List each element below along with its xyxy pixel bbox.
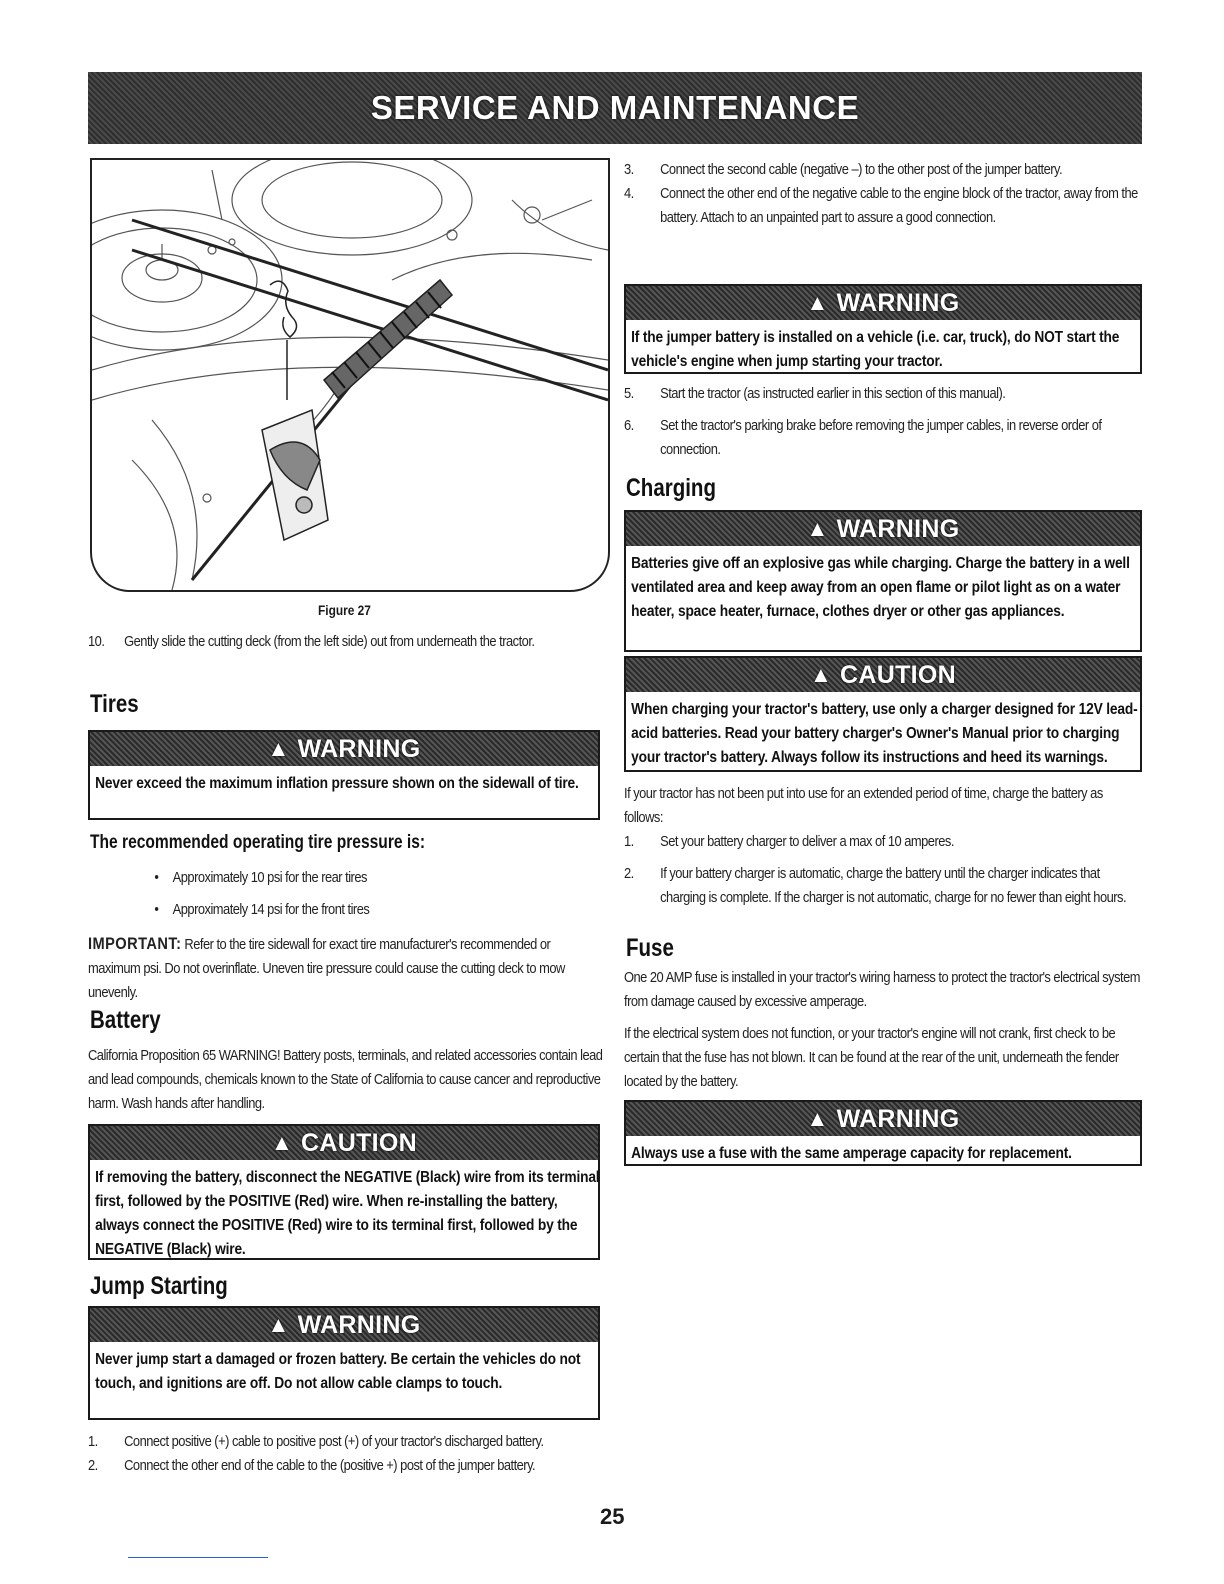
caution-text: When charging your tractor's battery, use only a charger designed for 12V lead-acid batteries. Read your battery charger's Owner's Manual prior to charging your tractor's battery. Always follow its instructions and heed its warnings. — [631, 701, 1138, 766]
important-text: Refer to the tire sidewall for exact tire manufacturer's recommended or maximum psi. Do not overinflate. Uneven tire pressure could cause the cutting deck to mow unevenly. — [88, 936, 565, 1001]
footer-link-underline — [128, 1557, 268, 1558]
charging-steps — [624, 830, 1224, 910]
fuse-heading: Fuse — [626, 934, 674, 962]
list-item: 4. Connect the other end of the negative cable to the engine block of the tractor, away from the battery. Attach to an unpainted part to assure a good connection. — [624, 185, 1138, 226]
warning-header — [626, 286, 1140, 320]
section-title: SERVICE AND MAINTENANCE — [370, 89, 860, 126]
warning-title: WARNING — [836, 1104, 960, 1133]
warning-triangle-icon: ▲ — [270, 1130, 294, 1155]
battery-heading: Battery — [90, 1006, 161, 1034]
jump-steps-1-2 — [88, 1430, 728, 1478]
list-item: • Approximately 14 psi for the front tires — [154, 901, 370, 918]
figure-27-illustration — [90, 158, 610, 592]
caution-text: If removing the battery, disconnect the NEGATIVE (Black) wire from its terminal first, followed by the POSITIVE (Red) wire. When re-installing the battery, always connect the POSITIVE (Red) wire to its terminal first, followed by the NEGATIVE (Black) wire. — [95, 1169, 600, 1258]
warning-triangle-icon: ▲ — [267, 736, 290, 761]
caution-header — [90, 1126, 598, 1160]
warning-title: WARNING — [836, 288, 960, 317]
charging-warning-box — [624, 510, 1142, 652]
important-note — [88, 932, 608, 1005]
fuse-text-1: One 20 AMP fuse is installed in your tractor's wiring harness to protect the tractor's electrical system from damage caused by excessive amperage. — [624, 969, 1140, 1010]
jump-steps-5-6 — [624, 382, 1224, 462]
warning-triangle-icon: ▲ — [806, 290, 829, 315]
warning-title: WARNING — [297, 1310, 421, 1339]
jump-steps-3-4 — [624, 158, 1224, 230]
caution-title: CAUTION — [301, 1128, 418, 1157]
deck-spring-drawing — [92, 160, 608, 590]
section-banner — [88, 72, 1142, 144]
page-number: 25 — [600, 1504, 625, 1529]
warning-triangle-icon: ▲ — [809, 662, 833, 687]
caution-header — [626, 658, 1140, 692]
battery-prop65-text: California Proposition 65 WARNING! Battery posts, terminals, and related accessories contain lead and lead compounds, chemicals known to the State of California to cause cancer and reproductive harm. Wash hands after handling. — [88, 1047, 603, 1112]
fuse-text-2: If the electrical system does not function, or your tractor's engine will not crank, first check to be certain that the fuse has not blown. It can be found at the rear of the unit, underneath the fender located by the battery. — [624, 1025, 1119, 1090]
figure-caption: Figure 27 — [318, 602, 371, 618]
important-label: IMPORTANT: — [88, 934, 182, 953]
jump-starting-heading: Jump Starting — [90, 1272, 228, 1300]
tires-heading: Tires — [90, 690, 139, 718]
step-10 — [88, 630, 688, 654]
tires-warning-box — [88, 730, 600, 820]
warning-text: Batteries give off an explosive gas while charging. Charge the battery in a well ventilated area and keep away from an open flame or pilot light as on a water heater, space heater, furnace, clothes dryer or other gas appliances. — [631, 555, 1130, 620]
warning-text: Never jump start a damaged or frozen battery. Be certain the vehicles do not touch, and ignitions are off. Do not allow cable clamps to touch. — [95, 1351, 581, 1392]
warning-header — [90, 1308, 598, 1342]
list-item: 5. Start the tractor (as instructed earlier in this section of this manual). — [624, 385, 1006, 402]
pressure-heading: The recommended operating tire pressure is: — [90, 832, 426, 853]
warning-text: Always use a fuse with the same amperage capacity for replacement. — [631, 1145, 1072, 1162]
warning-triangle-icon: ▲ — [267, 1312, 290, 1337]
warning-title: WARNING — [836, 514, 960, 543]
cable-bracket — [262, 410, 328, 540]
jump-warning2-box — [624, 284, 1142, 374]
step-text: Gently slide the cutting deck (from the left side) out from underneath the tractor. — [124, 633, 535, 650]
warning-text: Never exceed the maximum inflation pressure shown on the sidewall of tire. — [95, 775, 579, 792]
list-item: 1. Connect positive (+) cable to positive post (+) of your tractor's discharged battery. — [88, 1433, 544, 1450]
warning-title: WARNING — [297, 734, 421, 763]
battery-caution-box — [88, 1124, 600, 1260]
list-item: • Approximately 10 psi for the rear tires — [154, 869, 367, 886]
caution-title: CAUTION — [840, 660, 957, 689]
warning-triangle-icon: ▲ — [806, 1106, 829, 1131]
list-item: 2. If your battery charger is automatic, charge the battery until the charger indicates that charging is complete. If the charger is not automatic, charge for no fewer than eight hours. — [624, 865, 1127, 906]
warning-header — [626, 512, 1140, 546]
list-item: 1. Set your battery charger to deliver a max of 10 amperes. — [624, 833, 954, 850]
charging-heading: Charging — [626, 474, 716, 502]
fuse-warning-box — [624, 1100, 1142, 1166]
jump-warning-box — [88, 1306, 600, 1420]
spring-coil — [324, 280, 452, 398]
warning-triangle-icon: ▲ — [806, 516, 829, 541]
list-item: 2. Connect the other end of the cable to the (positive +) post of the jumper battery. — [88, 1457, 536, 1474]
charging-caution-box — [624, 656, 1142, 772]
warning-header — [626, 1102, 1140, 1136]
charging-intro: If your tractor has not been put into use for an extended period of time, charge the battery as follows: — [624, 785, 1103, 826]
warning-text: If the jumper battery is installed on a vehicle (i.e. car, truck), do NOT start the vehicle's engine when jump starting your tractor. — [631, 329, 1120, 370]
list-item: 3. Connect the second cable (negative –) to the other post of the jumper battery. — [624, 161, 1063, 178]
warning-header — [90, 732, 598, 766]
step-number: 10. — [88, 633, 105, 650]
list-item: 6. Set the tractor's parking brake before removing the jumper cables, in reverse order of connection. — [624, 417, 1102, 458]
